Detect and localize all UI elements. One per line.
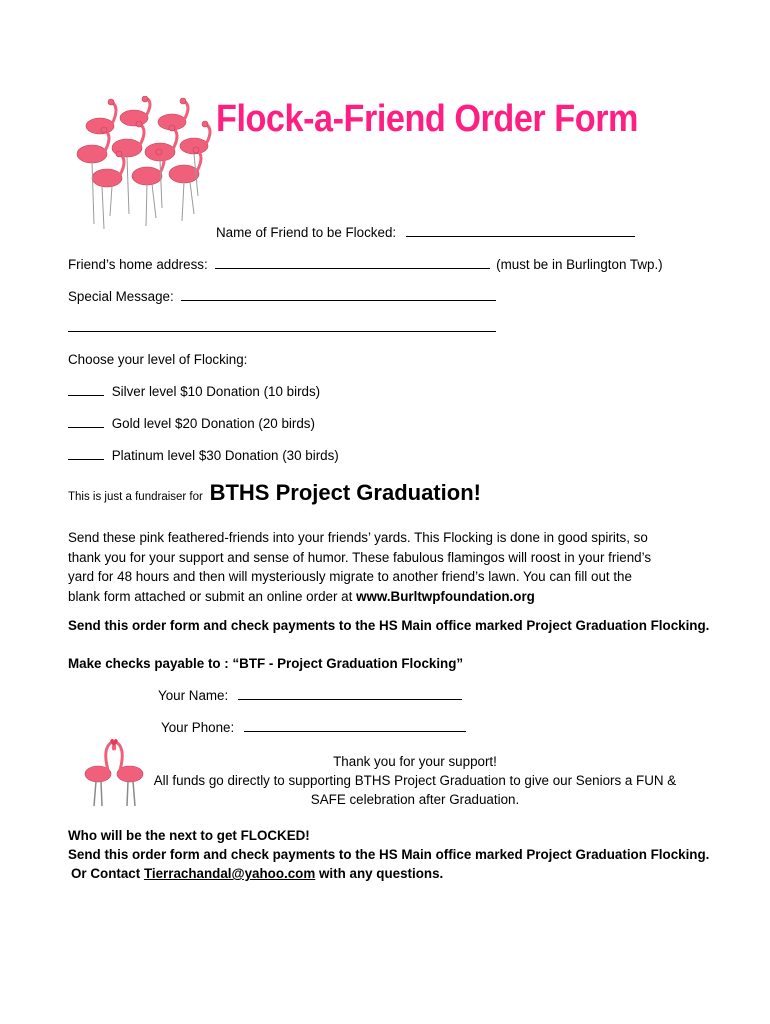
- home-address-field[interactable]: [68, 257, 663, 272]
- special-message-extra-line[interactable]: [68, 320, 496, 332]
- description-line: thank you for your support and sense of humor. These fabulous flamingos will roost in your friend’s: [68, 549, 652, 565]
- fundraiser-prefix: This is just a fundraiser for: [68, 491, 203, 503]
- home-address-note: (must be in Burlington Twp.): [496, 257, 663, 272]
- your-phone-label: Your Phone:: [161, 720, 235, 735]
- your-name-line[interactable]: [238, 688, 462, 700]
- send-instructions: Send this order form and check payments to the HS Main office marked Project Graduation Flocking.: [68, 618, 710, 633]
- level-checkbox-line[interactable]: [68, 384, 104, 396]
- home-address-line[interactable]: [215, 257, 490, 269]
- description-last-prefix: blank form attached or submit an online order at: [68, 588, 353, 604]
- thanks-line-2: All funds go directly to supporting BTHS Project Graduation to give our Seniors a FUN &: [153, 773, 677, 788]
- level-option-platinum[interactable]: [68, 448, 339, 463]
- page-title: Flock-a-Friend Order Form: [216, 98, 639, 140]
- your-phone-line[interactable]: [244, 720, 466, 732]
- footer-contact-suffix: with any questions.: [319, 866, 444, 881]
- friend-name-label: Name of Friend to be Flocked:: [216, 225, 397, 240]
- flamingo-flock-image: [72, 96, 222, 231]
- fundraiser-name: BTHS Project Graduation!: [209, 480, 481, 505]
- your-name-label: Your Name:: [158, 688, 229, 703]
- footer-line-1: Who will be the next to get FLOCKED!: [68, 828, 310, 843]
- thanks-line-3: SAFE celebration after Graduation.: [310, 792, 520, 807]
- level-option-silver[interactable]: [68, 384, 320, 399]
- your-name-field[interactable]: [158, 688, 462, 703]
- fundraiser-line: [68, 480, 481, 506]
- thanks-line-1: Thank you for your support!: [333, 754, 497, 769]
- special-message-field[interactable]: [68, 289, 496, 304]
- footer-contact-prefix: Or Contact: [71, 866, 141, 881]
- footer-block: [68, 826, 709, 883]
- level-label: Silver level $10 Donation (10 birds): [111, 384, 321, 399]
- description-line: yard for 48 hours and then will mysteriously migrate to another friend’s lawn. You can fill out the: [68, 569, 632, 584]
- thanks-block: [140, 752, 690, 809]
- level-label: Platinum level $30 Donation (30 birds): [111, 448, 339, 463]
- friend-name-line[interactable]: [406, 225, 635, 237]
- footer-line-3: [68, 864, 709, 883]
- special-message-line[interactable]: [181, 289, 496, 301]
- description-paragraph: [68, 528, 651, 606]
- email-link[interactable]: Tierrachandal@yahoo.com: [143, 866, 316, 881]
- description-last-line: [68, 587, 651, 607]
- footer-line-2: Send this order form and check payments to the HS Main office marked Project Graduation Flocking.: [68, 847, 710, 862]
- level-checkbox-line[interactable]: [68, 448, 104, 460]
- description-line: Send these pink feathered-friends into your friends’ yards. This Flocking is done in good spirits, so: [68, 530, 648, 545]
- home-address-label: Friend’s home address:: [68, 257, 208, 272]
- level-option-gold[interactable]: [68, 416, 315, 431]
- level-label: Gold level $20 Donation (20 birds): [111, 416, 315, 431]
- website-link[interactable]: www.Burltwpfoundation.org: [356, 588, 535, 604]
- friend-name-field[interactable]: [216, 225, 635, 240]
- special-message-label: Special Message:: [68, 289, 174, 304]
- your-phone-field[interactable]: [161, 720, 466, 735]
- checks-payable: Make checks payable to : “BTF - Project Graduation Flocking”: [68, 656, 464, 671]
- levels-heading: Choose your level of Flocking:: [68, 352, 248, 367]
- level-checkbox-line[interactable]: [68, 416, 104, 428]
- special-message-line-2[interactable]: [68, 320, 496, 335]
